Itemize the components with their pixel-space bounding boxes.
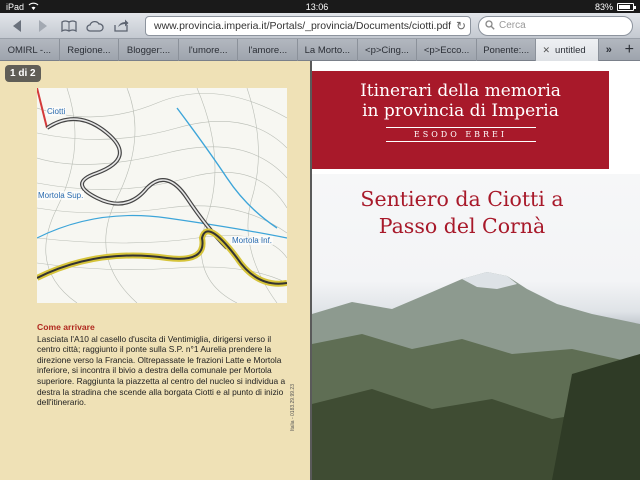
directions-body: Lasciata l'A10 al casello d'uscita di Ventimiglia, dirigersi verso il centro città; raggiunto il ponte sulla S.P. n°1 Aurelia prendere la direzione verso la Francia. Oltrepassate le frazioni Latte e Mortola inferiore, si incontra il bivio a destra della comunale per Mortola superiore. Raggiunta la piazzetta al centro del nucleo si individua a destra la stradina che scende alla borgata Ciotti e al punto di inizio dell'itinerario. (37, 333, 286, 408)
page-indicator: 1 di 2 (5, 65, 41, 82)
page-credit: Italia - 0183.29.99.23 (290, 384, 296, 431)
banner-subtitle: ESODO EBREI (413, 130, 508, 139)
directions-text (37, 322, 295, 408)
tab-untitled-active[interactable] (536, 39, 599, 61)
tab-label: l'umore... (188, 44, 228, 56)
url-text: www.provincia.imperia.it/Portals/_provincia/Documents/ciotti.pdf (154, 20, 452, 32)
reload-icon[interactable]: ↻ (455, 19, 466, 33)
trail-title-line2: Passo del Cornà (378, 214, 546, 238)
address-bar[interactable] (145, 16, 471, 36)
tab-label: untitled (555, 44, 586, 56)
tab-cing[interactable] (358, 39, 418, 61)
mountain-photo (312, 174, 640, 480)
book-icon (61, 20, 77, 32)
tab-umore[interactable] (179, 39, 239, 61)
tab-label: <p>Cing... (365, 44, 409, 56)
wifi-icon (28, 2, 39, 12)
directions-heading: Come arrivare (37, 322, 95, 332)
tab-ponente[interactable] (477, 39, 537, 61)
tab-label: La Morto... (304, 44, 351, 56)
browser-toolbar (0, 13, 640, 39)
close-tab-icon[interactable]: ✕ (542, 44, 551, 55)
search-placeholder: Cerca (499, 20, 526, 31)
share-icon (113, 19, 129, 32)
banner-title-line2: in provincia di Imperia (362, 101, 559, 121)
device-name: iPad (6, 1, 25, 12)
banner-divider (386, 141, 536, 142)
tab-la-morto[interactable] (298, 39, 358, 61)
forward-button[interactable] (32, 16, 54, 36)
new-tab-button[interactable]: + (624, 40, 634, 58)
status-bar (0, 0, 640, 13)
pdf-page-right (312, 61, 640, 480)
pdf-page-left (0, 61, 310, 480)
search-field[interactable] (478, 16, 633, 36)
map-label-ciotti: Ciotti (47, 107, 66, 116)
battery-level-fill (619, 5, 630, 9)
tab-omirl[interactable] (0, 39, 60, 61)
tab-blogger[interactable] (119, 39, 179, 61)
back-arrow-icon (12, 20, 22, 32)
icloud-tabs-button[interactable] (84, 16, 106, 36)
forward-arrow-icon (38, 20, 48, 32)
banner-divider (386, 127, 536, 128)
route-map (37, 88, 287, 303)
more-tabs-button[interactable]: » (605, 43, 612, 56)
tab-ecco[interactable] (417, 39, 477, 61)
tab-label: Ponente:... (483, 44, 530, 56)
tab-label: Blogger:... (126, 44, 171, 56)
tab-amore[interactable] (238, 39, 298, 61)
tab-label: <p>Ecco... (423, 44, 470, 56)
search-icon (485, 20, 495, 30)
battery-percent: 83% (594, 1, 613, 12)
trail-title-line1: Sentiero da Ciotti a (360, 187, 564, 211)
tab-label: l'amore... (248, 44, 288, 56)
share-button[interactable] (110, 16, 132, 36)
tab-bar (0, 39, 640, 61)
map-label-mortola-inf: Mortola Inf. (232, 236, 273, 245)
tab-label: Regione... (67, 44, 111, 56)
back-button[interactable] (6, 16, 28, 36)
map-label-mortola-sup: Mortola Sup. (38, 191, 84, 200)
bookmarks-button[interactable] (58, 16, 80, 36)
pdf-viewer[interactable] (0, 61, 640, 480)
banner-title-line1: Itinerari della memoria (360, 81, 561, 101)
tab-label: OMIRL -... (7, 44, 52, 56)
clock: 13:06 (305, 1, 329, 12)
trail-title (312, 186, 612, 240)
cloud-icon (86, 20, 104, 32)
tab-regione[interactable] (60, 39, 120, 61)
title-banner (312, 71, 609, 169)
battery-icon (617, 3, 634, 11)
